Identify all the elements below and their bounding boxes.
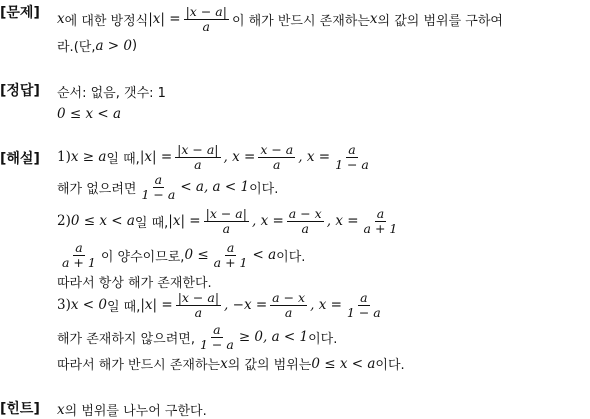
abs-x: |x| = — [148, 11, 181, 27]
solution-case-1-condition: 해가 없으려면 $\frac{a}{1 - a}$ < a, a < 1 이다. — [57, 171, 279, 202]
variable-x: x — [57, 11, 65, 27]
fraction: $\frac{|x - a|}{a}$ — [177, 289, 220, 320]
problem-text: 이 해가 반드시 존재하는 — [231, 13, 370, 29]
fraction: $\frac{a}{a + 1}$ — [363, 205, 398, 236]
hint-line: x 의 범위를 나누어 구한다. — [57, 401, 207, 419]
fraction: $\frac{a}{a + 1}$ — [213, 239, 248, 270]
solution-case-1: 1) x ≥ a 일 때, |x| = $\frac{|x - a|}{a}$ , x = $\frac{x - a}{a}$ , x = $\frac{a}{1 - a}$ — [57, 141, 369, 172]
hint-label: [힌트] — [0, 401, 40, 417]
solution-label: [해설] — [0, 151, 40, 167]
answer-line-1: 순서: 없음, 갯수: 1 — [57, 86, 166, 101]
solution-case-2: 2) 0 ≤ x < a 일 때, |x| = $\frac{|x - a|}{a}$ , x = $\frac{a - x}{a}$ , x = $\frac{a}{a + 1}$ — [57, 205, 398, 236]
solution-case-3: 3) x < 0 일 때, |x| = $\frac{|x - a|}{a}$ , −x = $\frac{a - x}{a}$ , x = $\frac{a}{1 - a}$ — [57, 289, 381, 320]
problem-line-2: 라.(단, a > 0 ) — [57, 37, 138, 55]
problem-line-1 — [57, 4, 503, 34]
fraction: $\frac{a}{1 - a}$ — [335, 141, 369, 172]
solution-conclusion: 따라서 해가 반드시 존재하는 x 의 값의 범위는 0 ≤ x < a 이다. — [57, 355, 405, 373]
answer-label: [정답] — [0, 83, 40, 99]
fraction: $\frac{|x - a|}{a}$ — [205, 205, 247, 236]
condition: a > 0 — [95, 37, 132, 54]
problem-text: 에 대한 방정식 — [64, 13, 149, 29]
fraction: $\frac{a - x}{a}$ — [288, 205, 322, 236]
fraction: $\frac{|x - a|}{a}$ — [185, 3, 227, 34]
solution-case-2-conclusion: 따라서 항상 해가 존재한다. — [57, 276, 212, 291]
problem-text: 의 값의 범위를 구하여 — [377, 13, 503, 29]
solution-case-2-positive: $\frac{a}{a + 1}$ 이 양수이므로, 0 ≤ $\frac{a}{a + 1}$ < a 이다. — [62, 239, 306, 270]
fraction: $\frac{a}{1 - a}$ — [346, 289, 381, 320]
fraction: $\frac{x - a}{a}$ — [260, 141, 294, 172]
problem-label: [문제] — [0, 5, 40, 21]
fraction: $\frac{a}{1 - a}$ — [141, 171, 176, 202]
fraction: $\frac{a - x}{a}$ — [272, 289, 306, 320]
fraction: $\frac{a}{1 - a}$ — [199, 321, 234, 352]
fraction: $\frac{|x - a|}{a}$ — [177, 141, 219, 172]
fraction: $\frac{a}{a + 1}$ — [62, 239, 96, 270]
variable-x: x — [369, 11, 378, 27]
answer-line-2: 0 ≤ x < a — [57, 106, 122, 122]
solution-case-3-condition: 해가 존재하지 않으려면, $\frac{a}{1 - a}$ ≥ 0, a < 1 이다. — [57, 321, 338, 352]
